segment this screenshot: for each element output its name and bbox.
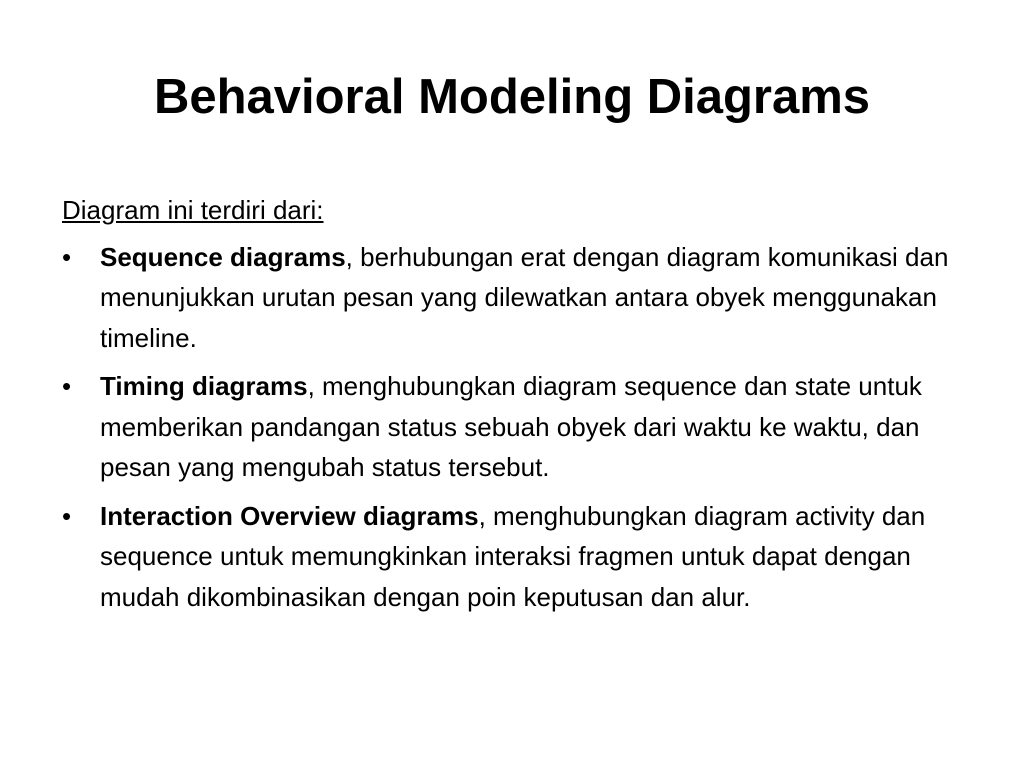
slide-title: Behavioral Modeling Diagrams <box>153 70 871 124</box>
bullet-item-timing <box>62 366 962 488</box>
bullet-term: Interaction Overview diagrams <box>100 500 479 531</box>
bullet-icon: • <box>62 371 72 401</box>
intro-text: Diagram ini terdiri dari: <box>62 195 324 225</box>
bullet-description: , berhubungan erat dengan diagram komunikasi dan menunjukkan urutan pesan yang dilewatkan antara obyek menggunakan timeline. <box>100 241 949 353</box>
bullet-list <box>62 237 962 618</box>
bullet-icon: • <box>62 241 72 272</box>
bullet-term: Sequence diagrams <box>100 241 346 272</box>
bullet-icon: • <box>62 500 72 531</box>
slide-content <box>62 190 962 625</box>
bullet-term: Timing diagrams <box>100 371 308 401</box>
bullet-description: , menghubungkan diagram activity dan sequence untuk memungkinkan interaksi fragmen untuk dapat dengan mudah dikombinasikan dengan poin keputusan dan alur. <box>100 500 926 612</box>
bullet-item-sequence <box>62 237 962 359</box>
bullet-item-interaction-overview <box>62 496 962 618</box>
bullet-description: , menghubungkan diagram sequence dan state untuk memberikan pandangan status sebuah obyek dari waktu ke waktu, dan pesan yang mengubah status tersebut. <box>100 371 922 482</box>
